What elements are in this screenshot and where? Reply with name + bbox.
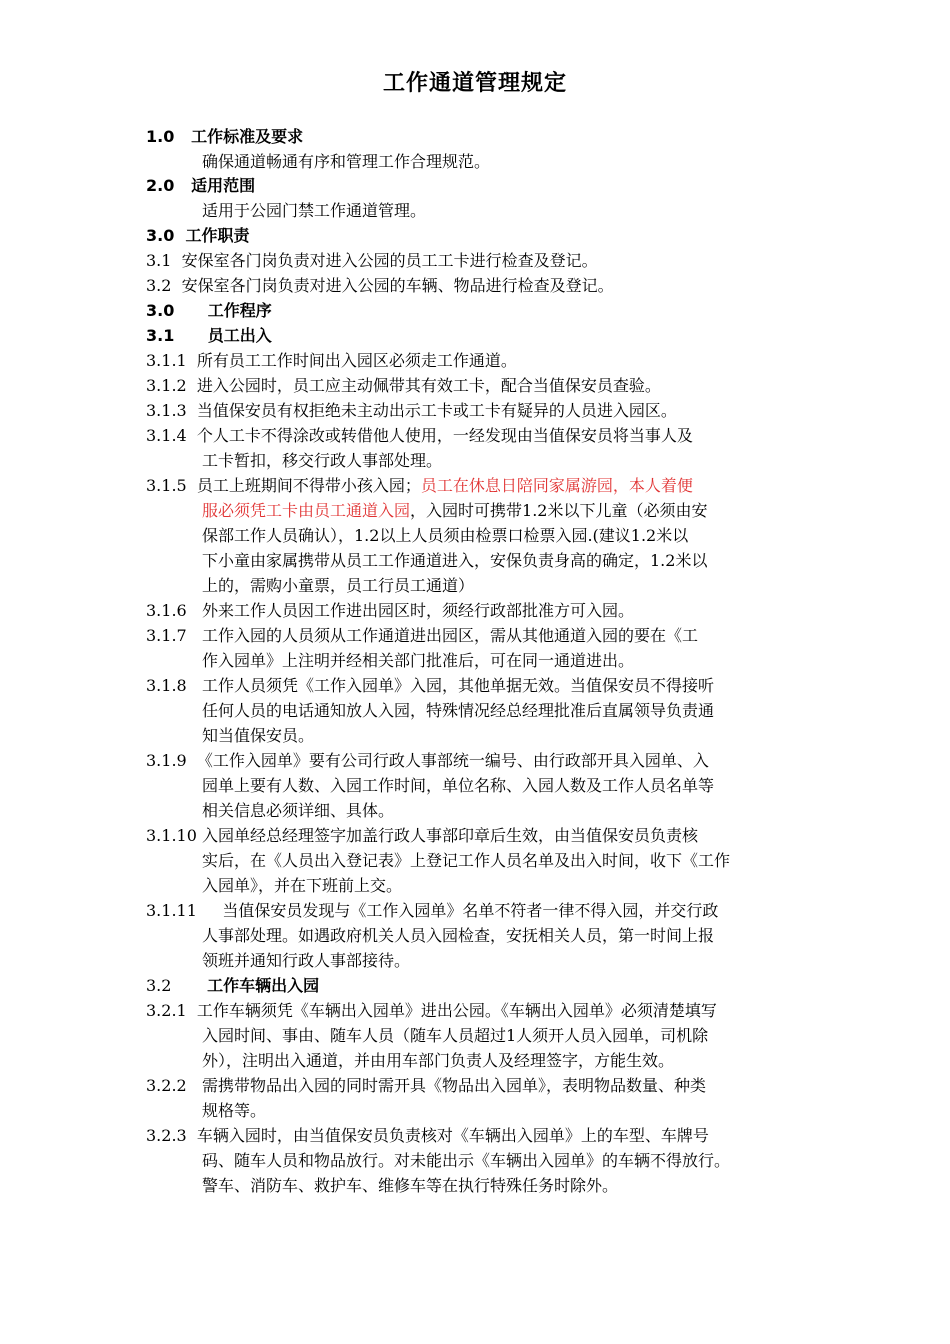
list-item: 3.2.2 需携带物品出入园的同时需开具《物品出入园单》，表明物品数量、种类 [146,1076,706,1095]
list-item: 3.2 安保室各门岗负责对进入公园的车辆、物品进行检查及登记。 [146,276,614,295]
list-item-continuation: 知当值保安员。 [202,726,315,745]
list-item-continuation: 相关信息必须详细、具体。 [202,801,395,820]
list-item-continuation: 实后，在《人员出入登记表》上登记工作人员名单及出入时间，收下《工作 [202,851,731,870]
subheading [146,976,319,996]
list-item: 3.1.11 当值保安员发现与《工作入园单》名单不符者一律不得入园，并交行政 [146,901,719,920]
list-item: 3.1.9 《工作入园单》要有公司行政人事部统一编号、由行政部开具入园单、入 [146,751,709,770]
list-item: 3.2.3 车辆入园时，由当值保安员负责核对《车辆出入园单》上的车型、车牌号 [146,1126,709,1145]
heading-text: 适用范围 [191,176,256,195]
paragraph: 适用于公园门禁工作通道管理。 [202,201,427,220]
list-item: 3.1.4 个人工卡不得涂改或转借他人使用，一经发现由当值保安员将当事人及 [146,426,693,445]
list-item-continuation: 工卡暂扣，移交行政人事部处理。 [202,451,443,470]
list-item [146,476,693,496]
heading-4 [146,301,272,321]
subheading [146,326,272,346]
list-item-continuation: 外），注明出入通道，并由用车部门负责人及经理签字，方能生效。 [202,1051,675,1070]
heading-number: 3.0 [146,301,175,320]
list-item: 3.1.3 当值保安员有权拒绝未主动出示工卡或工卡有疑异的人员进入园区。 [146,401,677,420]
page-title: 工作通道管理规定 [382,71,567,96]
list-item: 3.2.1 工作车辆须凭《车辆出入园单》进出公园。《车辆出入园单》必须清楚填写 [146,1001,717,1020]
list-item-continuation: 保部工作人员确认），1.2以上人员须由检票口检票入园.(建议1.2米以 [202,526,689,545]
heading-number: 2.0 [146,176,175,195]
paragraph: 确保通道畅通有序和管理工作合理规范。 [202,152,491,171]
list-item: 3.1 安保室各门岗负责对进入公园的员工工卡进行检查及登记。 [146,251,598,270]
list-item-continuation: 人事部处理。如遇政府机关人员入园检查，安抚相关人员，第一时间上报 [202,926,715,945]
list-item: 3.1.2 进入公园时，员工应主动佩带其有效工卡，配合当值保安员查验。 [146,376,661,395]
list-item-continuation: 入园单》，并在下班前上交。 [202,876,403,895]
list-item-continuation [202,501,707,521]
list-item-continuation: 码、随车人员和物品放行。对未能出示《车辆出入园单》的车辆不得放行。 [202,1151,731,1170]
list-item: 3.1.7 工作入园的人员须从工作通道进出园区，需从其他通道入园的要在《工 [146,626,698,645]
heading-number: 1.0 [146,127,175,146]
list-item: 3.1.8 工作人员须凭《工作入园单》入园，其他单据无效。当值保安员不得接听 [146,676,714,695]
list-item: 3.1.6 外来工作人员因工作进出园区时，须经行政部批准方可入园。 [146,601,634,620]
list-item: 3.1.1 所有员工工作时间出入园区必须走工作通道。 [146,351,517,370]
heading-2 [146,176,255,196]
list-item-continuation: 警车、消防车、救护车、维修车等在执行特殊任务时除外。 [202,1176,619,1195]
list-text: 3.1.5 员工上班期间不得带小孩入园； [146,476,421,495]
heading-text: 员工出入 [207,326,272,345]
heading-number: 3.1 [146,326,175,345]
list-item-continuation: 入园时间、事由、随车人员（随车人员超过1人须开人员入园单，司机除 [202,1026,709,1045]
list-item-continuation: 园单上要有人数、入园工作时间，单位名称、入园人数及工作人员名单等 [202,776,715,795]
list-item-continuation: 上的，需购小童票，员工行员工通道） [202,576,475,595]
heading-text: 工作程序 [207,301,272,320]
list-item-continuation: 作入园单》上注明并经相关部门批准后，可在同一通道进出。 [202,651,635,670]
heading-text: 工作标准及要求 [191,127,304,146]
list-item: 3.1.10 入园单经总经理签字加盖行政人事部印章后生效，由当值保安员负责核 [146,826,698,845]
heading-3 [146,226,250,246]
highlighted-text: 员工在休息日陪同家属游园，本人着便 [420,476,693,495]
heading-text: 工作职责 [185,226,250,245]
heading-number: 3.2 [146,976,172,995]
list-item-continuation: 下小童由家属携带从员工工作通道进入，安保负责身高的确定，1.2米以 [202,551,708,570]
highlighted-text: 服必须凭工卡由员工通道入园 [202,501,411,520]
heading-1 [146,127,303,147]
heading-number: 3.0 [146,226,175,245]
list-item-continuation: 领班并通知行政人事部接待。 [202,951,411,970]
list-text: ，入园时可携带1.2米以下儿童（必须由安 [410,501,708,520]
heading-text: 工作车辆出入园 [207,976,320,995]
list-item-continuation: 规格等。 [202,1101,267,1120]
list-item-continuation: 任何人员的电话通知放人入园，特殊情况经总经理批准后直属领导负责通 [202,701,715,720]
